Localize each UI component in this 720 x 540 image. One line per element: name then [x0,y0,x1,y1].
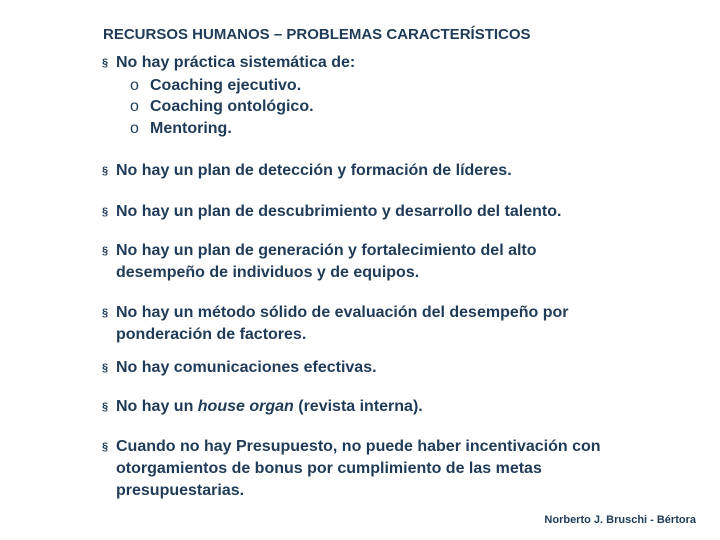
bullet-text: No hay un plan de detección y formación de líderes. [116,162,512,179]
sub-item-text: Mentoring. [150,120,232,137]
bullet-marker: § [102,307,109,319]
bullet-item [102,396,702,418]
bullet-item [102,52,702,74]
bullet-marker: § [102,245,109,257]
author-footer: Norberto J. Bruschi - Bértora [544,514,696,526]
bullet-marker: § [102,206,109,218]
sub-marker: o [130,98,139,115]
bullet-text: No hay un método sólido de evaluación del desempeño por ponderación de factores. [116,304,569,343]
bullet-text-italic: house organ [197,398,294,415]
bullet-marker: § [102,165,109,177]
bullet-text-after: (revista interna). [293,398,423,415]
sub-marker: o [130,120,139,137]
sub-item [130,96,314,118]
bullet-text-before: No hay un [116,398,198,415]
bullet-marker: § [102,362,109,374]
bullet-text: No hay un plan de generación y fortalecimiento del alto desempeño de individuos y de equipos. [116,242,537,281]
bullet-item [102,201,702,223]
bullet-text: No hay práctica sistemática de: [116,54,356,71]
sub-item-text: Coaching ejecutivo. [150,77,302,94]
bullet-text: No hay comunicaciones efectivas. [116,359,377,376]
slide-title: RECURSOS HUMANOS – PROBLEMAS CARACTERÍSTICOS [103,26,531,43]
sub-item [130,75,301,97]
bullet-marker: § [102,57,109,69]
bullet-text: Cuando no hay Presupuesto, no puede haber incentivación con otorgamientos de bonus por cumplimiento de las metas presupuestarias. [116,438,601,499]
bullet-text: No hay un plan de descubrimiento y desarrollo del talento. [116,203,562,220]
sub-marker: o [130,77,139,94]
bullet-item [102,357,702,379]
bullet-item [102,436,642,502]
bullet-item [102,302,632,346]
sub-item-text: Coaching ontológico. [150,98,314,115]
sub-item [130,118,232,140]
bullet-text [116,396,702,418]
bullet-item [102,160,702,182]
bullet-marker: § [102,401,109,413]
bullet-item [102,240,602,284]
bullet-marker: § [102,441,109,453]
